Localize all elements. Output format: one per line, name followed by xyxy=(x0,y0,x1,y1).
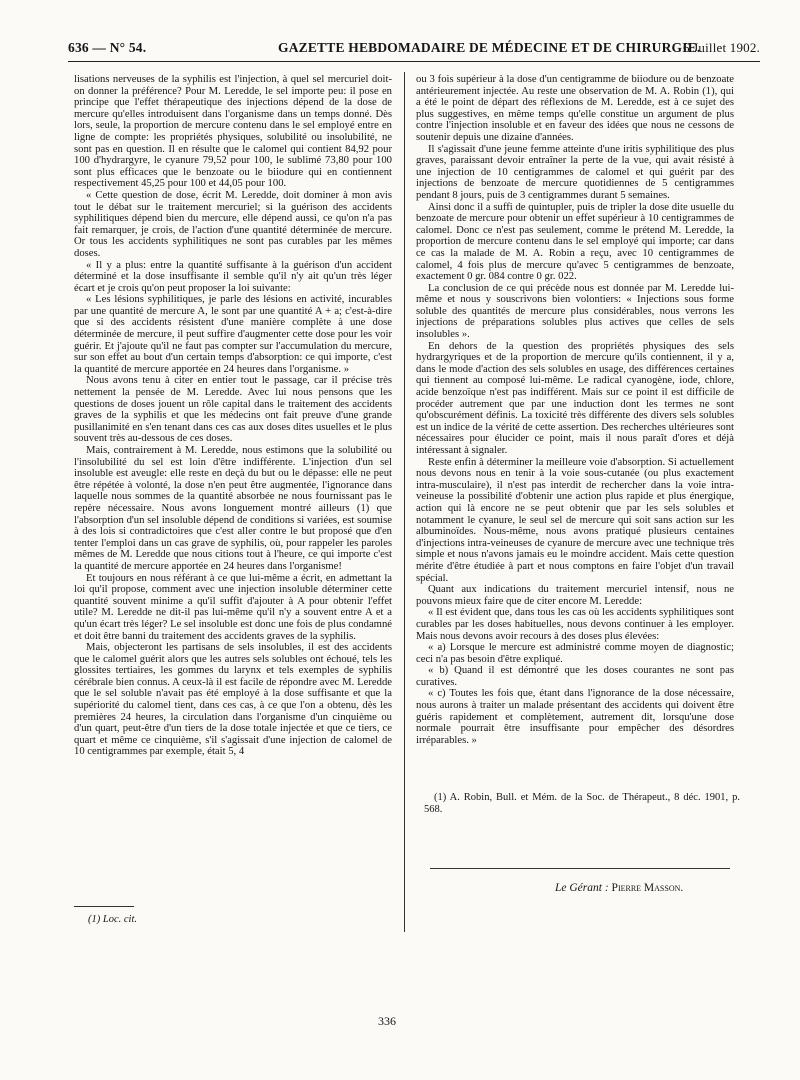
page-number: 636 — N° 54. xyxy=(68,40,147,55)
left-column xyxy=(74,74,392,758)
footnote-left: (1) Loc. cit. xyxy=(88,914,137,925)
paragraph: Reste enfin à déterminer la meilleure voie d'absorption. Si actuellement nous devons nous en tenir à la voie sous-cutanée (ou plus exactement intra-musculaire), il n'est pas interdit de rechercher dans la voie intra-veineuse la possibilité d'obtenir une action plus rapide et plus énergique, action qui là encore ne se peut obtenir que par les sels solubles et notamment le cyanure, le seul sel de mercure qui soit sans action sur les albuminoïdes. Nous-même, nous avons pratiqué plusieurs centaines d'injections intra-veineuses de cyanure de mercure avec une technique très simple et nous n'avons jamais eu le moindre accident. Mais cette question mérite d'être étudiée à part et nous comptons en faire l'objet d'un travail spécial. xyxy=(416,456,734,584)
gerant-rule xyxy=(430,868,730,869)
right-column xyxy=(416,74,734,746)
paragraph: « Cette question de dose, écrit M. Leredde, doit dominer à mon avis tout le débat sur le traitement mercuriel; si la guérison des accidents syphilitiques dépend bien du mercure, elle dépend aussi, ce qu'on n'a pas fait remarquer, je crois, de l'action d'une quantité déterminée de mercure. Or tous les accidents syphilitiques ne sont pas curables par les mêmes doses. xyxy=(74,189,392,259)
header-rule xyxy=(68,61,760,62)
paragraph: Il s'agissait d'une jeune femme atteinte d'une iritis syphilitique des plus graves, paraissant devoir entraîner la perte de la vue, qui avait résisté à une injection de 10 centigrammes de calomel et qui guérit par des injections de benzoate de mercure quotidiennes de 5 centigrammes pendant 8 jours, puis de 3 centigrammes durant 5 semaines. xyxy=(416,143,734,201)
paragraph: « a) Lorsque le mercure est administré comme moyen de diagnostic; ceci n'a pas besoin d'être expliqué. xyxy=(416,642,734,665)
paragraph: « Les lésions syphilitiques, je parle des lésions en activité, incurables par une quantité de mercure A, le sont par une quantité A + a; c'est-à-dire que si des accidents résistent d'une manière complète à une dose déterminée de mercure, il peut suffire d'augmenter cette dose pour les voir guérir. Et j'ajoute qu'il ne faut pas compter sur l'accumulation du mercure, sur son effet au bout d'un certain temps d'absorption: ce qui importe, c'est la quantité de mercure apportée en 24 heures dans l'organisme. » xyxy=(74,294,392,375)
footnote-right: (1) A. Robin, Bull. et Mém. de la Soc. de Thérapeut., 8 déc. 1901, p. 568. xyxy=(424,792,740,815)
paragraph: Quant aux indications du traitement mercuriel intensif, nous ne pouvons mieux faire que de citer encore M. Leredde: xyxy=(416,584,734,607)
paragraph: Mais, contrairement à M. Leredde, nous estimons que la solubilité ou l'insolubilité du sel est loin d'être indifférente. L'injection d'un sel insoluble est aveugle: elle reste en deçà du but ou le dépasse: elle ne peut être répétée à volonté, la dose n'en peut être augmentée, l'ignorance dans laquelle nous sommes de la quantité absorbée ne nous fournissant pas le repère nécessaire. Nous avons longuement montré ailleurs (1) que l'absorption d'un sel insoluble dépend de conditions si variées, est soumise à des lois si contradictoires que c'est aller contre le but proposé que d'en tenter l'emploi dans un cas grave de syphilis, où, pour rappeler les paroles mêmes de M. Leredde que nous citions tout à l'heure, ce qui importe c'est la quantité de mercure apportée en 24 heures dans l'organisme! xyxy=(74,445,392,572)
paragraph: Mais, objecteront les partisans de sels insolubles, il est des accidents que le calomel guérit alors que les autres sels solubles ont échoué, tels les glossites tertiaires, les gommes du larynx et tels exemples de syphilis cérébrale bien connus. A ceux-là il est facile de répondre avec M. Leredde que le sel soluble n'avait pas été employé à la dose suffisante et que la supériorité du calomel tient, dans ces cas, à ce que l'on a obtenu, dès les premières 24 heures, la circulation dans l'organisme d'un cinquième ou d'un quart, peut-être d'un tiers de la dose totale injectée et que ce tiers, ce quart et même ce cinquième, s'il s'agissait d'une injection de calomel de 10 centigrammes par exemple, était 5, 4 xyxy=(74,642,392,758)
journal-title: GAZETTE HEBDOMADAIRE DE MÉDECINE ET DE CHIRURGIE. xyxy=(278,40,701,55)
paragraph: « Il est évident que, dans tous les cas où les accidents syphilitiques sont curables par les doses habituelles, nous devons continuer à les employer. Mais nous devons avoir recours à des doses plus élevées: xyxy=(416,607,734,642)
column-divider xyxy=(404,72,405,932)
paragraph: « b) Quand il est démontré que les doses courantes ne sont pas curatives. xyxy=(416,665,734,688)
paragraph: « c) Toutes les fois que, étant dans l'ignorance de la dose nécessaire, nous aurons à traiter un malade présentant des accidents qui doivent être guéris rapidement et complètement, autrement dit, lorsqu'une dose normale pourrait être insuffisante pour empêcher des désordres irréparables. » xyxy=(416,688,734,746)
paragraph: ou 3 fois supérieur à la dose d'un centigramme de biiodure ou de benzoate antérieurement injectée. Au reste une observation de M. A. Robin (1), qui a été le point de départ des réflexions de M. Leredde, est à ce sujet des plus suggestives, en même temps qu'elle constitue un argument de plus contre l'injection insoluble et en faveur des idées que nous ne cessons de soutenir depuis une dizaine d'années. xyxy=(416,74,734,143)
paragraph: En dehors de la question des propriétés physiques des sels hydrargyriques et de la proportion de mercure qu'ils contiennent, il y a, dans le mode d'action des sels solubles en usage, des différences certaines qui tiennent au composé lui-même. Le radical cyanogène, iode, chlore, acide benzoïque n'est pas indifférent. Mais sur ce point il est difficile de procéder autrement que par une induction dont les termes ne sont qu'obscurément définis. La toxicité très différente des divers sels solubles est un indice de la vérité de cette assertion. Des recherches ultérieures sont nécessaires pour élucider ce point, mais il nous paraît d'ores et déjà intéressant à signaler. xyxy=(416,340,734,456)
paragraph: « Il y a plus: entre la quantité suffisante à la guérison d'un accident déterminé et la dose insuffisante il semble qu'il n'y ait qu'un très léger écart et je crois qu'on peut proposer la loi suivante: xyxy=(74,259,392,294)
gerant-name: Pierre Masson. xyxy=(611,882,684,894)
gerant-signature xyxy=(555,882,683,894)
gerant-label: Le Gérant : xyxy=(555,882,609,894)
paragraph: Et toujours en nous référant à ce que lui-même a écrit, en admettant la loi qu'il propose, comment avec une injection insoluble déterminer cette quantité souvent minime a qu'il suffit d'ajouter à A pour obtenir l'effet utile? M. Leredde ne dit-il pas lui-même qu'il n'y a souvent entre A et a qu'un écart très léger? Le sel insoluble est donc une fois de plus condamné et doit être banni du traitement des accidents graves de la syphilis. xyxy=(74,572,392,642)
paragraph: lisations nerveuses de la syphilis est l'injection, à quel sel mercuriel doit-on donner la préférence? Pour M. Leredde, le sel importe peu: il pose en principe que l'effet thérapeutique des injections dépend de la dose de mercure qu'elles introduisent dans l'organisme dans un temps donné. Dès lors, seule, la proportion de mercure contenu dans le sel employé entre en ligne de compte: les propriétés physiques, solubilité ou insolubilité, ne sont pas en question. Il en résulte que le calomel qui contient 84,92 pour 100 d'hydrargyre, le cyanure 79,52 pour 100, le sublimé 73,80 pour 100 sont plus efficaces que le benzoate ou le biiodure qui en contiennent respectivement 45,25 pour 100 et 44,05 pour 100. xyxy=(74,74,392,190)
issue-date: 6 Juillet 1902. xyxy=(682,40,760,55)
paragraph: La conclusion de ce qui précède nous est donnée par M. Leredde lui-même et nous y souscrivons bien volontiers: « Injections sous forme soluble des quantités de mercure plus considérables, nous verrons les injections de préparations solubles plus actives que celles de sels insolubles ». xyxy=(416,282,734,341)
folio-number: 336 xyxy=(378,1014,396,1028)
paragraph: Ainsi donc il a suffi de quintupler, puis de tripler la dose dite usuelle du benzoate de mercure pour obtenir un effet supérieur à 10 centigrammes de calomel. Donc ce n'est pas seulement, comme le prétend M. Leredde, la proportion de mercure contenu dans le sel employé qui importe; car dans ce cas la malade de M. A. Robin a reçu, avec 10 centigrammes de calomel, 4 fois plus de mercure qu'avec 5 centigrammes de benzoate, exactement 0 gr. 084 contre 0 gr. 022. xyxy=(416,201,734,283)
running-header xyxy=(68,38,760,60)
paragraph: Nous avons tenu à citer en entier tout le passage, car il précise très nettement la pensée de M. Leredde. Avec lui nous pensons que les questions de doses jouent un rôle capital dans le traitement des accidents graves de la syphilis et que les médecins ont fait preuve d'une grande pusillanimité en s'en tenant dans ces cas aux doses dites usuelles et le plus souvent très au-dessous de ces doses. xyxy=(74,375,392,445)
footnote-rule xyxy=(74,906,134,907)
